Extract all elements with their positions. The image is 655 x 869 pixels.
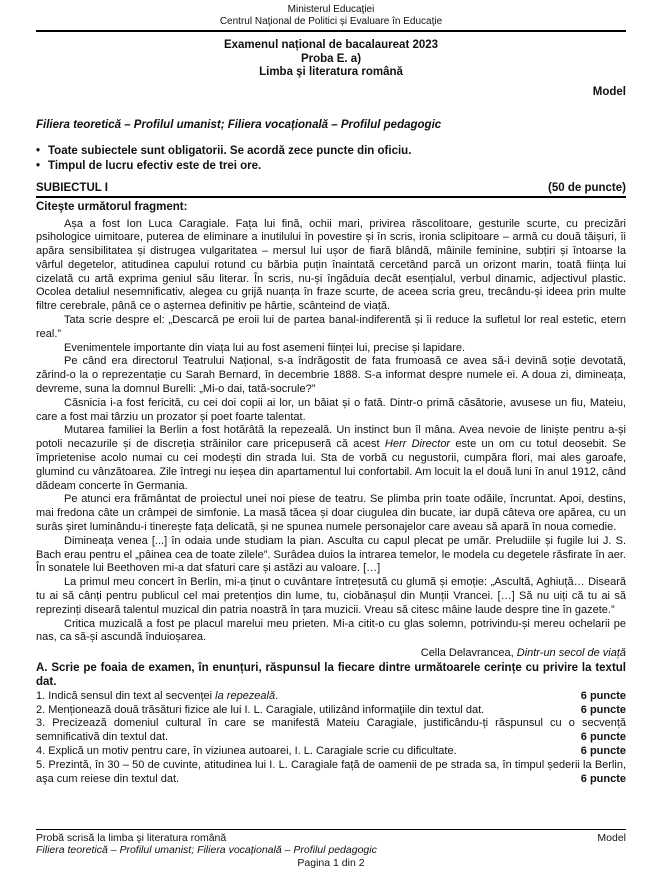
text-segment: Critica muzicală a fost pe placul marelui meu prieten. Mi-a citit-o cu glas solemn, potrivindu-și mereu ochelarii pe nas, ca să-și ascundă înduioșarea. bbox=[36, 617, 626, 644]
text-segment: Dimineața venea [...] în odaia unde studiam la pian. Asculta cu capul plecat pe umăr. Preludiile și fugile lui J. S. Bach erau pentru el „pâinea cea de toate zilele”. Surâdea duios la intrarea temelor, le modela cu degetele răsfirate în aer. În sonatele lui Beethoven mi-a dat sfaturi care și astăzi au valoare. […] bbox=[36, 534, 626, 575]
question-text bbox=[36, 717, 626, 743]
text-segment: Mutarea familiei la Berlin a fost hotărâtă la repezeală. Un instinct bun îl mâna. Avea nevoie de liniște pentru a-și potoli necazurile și de discreția străinilor care pricepuseră că acest bbox=[36, 424, 626, 451]
question-text bbox=[36, 745, 457, 757]
bullet-icon: • bbox=[36, 160, 41, 172]
text-segment: Cella Delavrancea, bbox=[420, 647, 517, 660]
text-segment: Căsnicia i-a fost fericită, cu cei doi copii ai lor, un băiat și o fată. Dintr-o primă căsătorie, avusese un fiu, Mateiu, care a fost mai târziu un prozator și poet foarte talentat. bbox=[36, 396, 626, 423]
title-block bbox=[36, 39, 626, 80]
bullet-icon: • bbox=[36, 144, 41, 157]
instruction-item bbox=[36, 144, 626, 160]
document-header bbox=[36, 4, 626, 32]
text-segment: este un om cu totul deosebit. Se împrietenise acolo numai cu cei modești din strada lui. Sta de vorbă cu negustorii, cumpăra flori, mai ales garoafe, glumind cu vânzătoarea. Zile întregi nu ieșea din apartamentul lui confortabil. Am locuit la el două luni în anul 1912, când dădeam concerte în Germania. bbox=[36, 438, 627, 492]
fragment-paragraph bbox=[36, 618, 626, 646]
text-segment: 1. Indică sensul din text al secvenței bbox=[36, 689, 216, 702]
instruction-text: Timpul de lucru efectiv este de trei ore. bbox=[48, 160, 262, 172]
center-name: Centrul Naţional de Politici și Evaluare în Educaţie bbox=[219, 16, 443, 27]
fragment-paragraph bbox=[36, 424, 626, 493]
question-row bbox=[36, 690, 626, 704]
italic-text-segment: la repezeală bbox=[215, 689, 276, 702]
footer-model: Model bbox=[597, 831, 626, 844]
fragment-paragraph bbox=[36, 535, 626, 576]
subiect1-header bbox=[36, 181, 626, 198]
footer-page-number: Pagina 1 din 2 bbox=[297, 856, 365, 869]
questions-list bbox=[36, 690, 626, 787]
footer-exam-name: Probă scrisă la limba şi literatura română bbox=[36, 831, 227, 844]
text-segment: 2. Menționează două trăsături fizice ale lui I. L. Caragiale, utilizând informaţiile din textul dat. bbox=[36, 703, 485, 716]
fragment-paragraph bbox=[36, 576, 626, 617]
instruction-text: Toate subiectele sunt obligatorii. Se acordă zece puncte din oficiu. bbox=[48, 144, 412, 157]
question-row bbox=[36, 704, 626, 718]
question-text bbox=[36, 690, 278, 702]
question-text bbox=[36, 759, 626, 785]
question-points: 6 puncte bbox=[580, 772, 626, 785]
text-segment: . bbox=[275, 689, 279, 702]
question-row bbox=[36, 717, 626, 745]
fragment-paragraph bbox=[36, 342, 626, 356]
question-text bbox=[36, 704, 484, 716]
question-row bbox=[36, 745, 626, 759]
text-segment: Așa a fost Ion Luca Caragiale. Fața lui fină, ochii mari, privirea răscolitoare, gesturile scurte, cu precizări psihologice uimitoare, puterea de eliminare a inutilului în povestire și în scris, ironia sclipitoare – armă cu două tăișuri, îi apăra sensibilitatea și distrugea vulgaritatea – mersul lui ușor de fiară blândă, mâinile feminine, subțiri și întoarse la vârful degetelor, atitudinea capului rotund cu bărbia puțin înaintată cercetând parcă un orizont marin, toată ființa lui cizelată cu artă exprima geniul său literar. În scris, nu-și îngăduia decât esențialul, verbul dinamic, adjectivul plastic. Ocolea detaliul nesemnificativ, alegea cu grijă nuanța în fraze scurte, de aceea scria greu, trecându-și ideea prin multe filtre cerebrale, până ce o așternea definitiv pe hârtie, scânteind de viață. bbox=[36, 217, 626, 313]
italic-text-segment: Dintr-un secol de viață bbox=[516, 647, 626, 660]
text-segment: Tata scrie despre el: „Descarcă pe eroii lui de partea banal-indiferentă și îi reduce la sufletul lor real estetic, etern real.” bbox=[36, 314, 626, 340]
fragment-paragraph bbox=[36, 355, 626, 396]
exam-title: Examenul național de bacalaureat 2023 bbox=[223, 39, 439, 51]
fragment-paragraph bbox=[36, 397, 626, 425]
general-instructions bbox=[36, 144, 626, 175]
text-segment: Pe atunci era frământat de proiectul unei noi piese de teatru. Se plimba prin toate odăile, încruntat. Apoi, destins, mai fredona câte un crâmpei de simfonie. La masă tăcea și doar ciugulea din bucate, iar după câteva ore apărea, cu un surâs șiret luminându-i tinerește fața delicată, și ne spunea numele personajelor care aveau să apară în noua comedie. bbox=[36, 493, 626, 534]
fragment-paragraph bbox=[36, 314, 626, 342]
question-points: 6 puncte bbox=[580, 689, 626, 702]
question-points: 6 puncte bbox=[580, 703, 626, 716]
footer-filiera: Filiera teoretică – Profilul umanist; Filiera vocațională – Profilul pedagogic bbox=[36, 844, 377, 856]
section-a-intro: A. Scrie pe foaia de examen, în enunțuri, răspunsul la fiecare dintre următoarele cerințe cu privire la textul dat. bbox=[36, 662, 626, 688]
fragment-text bbox=[36, 218, 626, 646]
subiect1-label: SUBIECTUL I bbox=[36, 181, 108, 194]
text-segment: La primul meu concert în Berlin, mi-a ținut o cuvântare întrețesută cu glumă și emoție: „Ascultă, Aghiuță… Diseară tu ai să cânți pentru publicul cel mai pretențios din lume, tu, ciobănașul din Munții Vrancei. […] Să nu uiți că tu ai să reprezinți diseară talentul muzical din patria noastră în țara muzicii. Vreau să citesc mâine laude despre tine în gazete.” bbox=[36, 576, 626, 616]
question-points: 6 puncte bbox=[580, 744, 626, 757]
text-segment: 4. Explică un motiv pentru care, în viziunea autoarei, I. L. Caragiale scrie cu dificultate. bbox=[36, 744, 457, 757]
filiera-line: Filiera teoretică – Profilul umanist; Filiera vocațională – Profilul pedagogic bbox=[36, 118, 442, 131]
fragment-attribution bbox=[36, 646, 626, 660]
fragment-paragraph bbox=[36, 218, 626, 315]
fragment-instruction: Citeşte următorul fragment: bbox=[36, 200, 188, 213]
exam-subject: Limba şi literatura română bbox=[259, 66, 403, 78]
instruction-item bbox=[36, 159, 626, 175]
fragment-paragraph bbox=[36, 493, 626, 534]
footer-row bbox=[36, 832, 626, 845]
text-segment: 5. Prezintă, în 30 – 50 de cuvinte, atitudinea lui I. L. Caragiale față de oamenii de pe strada sa, în timpul șederii la Berlin, aşa cum reiese din textul dat. bbox=[36, 758, 626, 785]
model-label: Model bbox=[592, 85, 626, 98]
text-segment: Pe când era directorul Teatrului Național, s-a îndrăgostit de fata frumoasă ce avea să-i devină soție devotată, zărind-o la o reprezentație cu Sarah Bernard, în decembrie 1888. S-a informat despre numele ei. A doua zi, dimineața, devreme, suna la domnul Burelli: „Mi-o dai, tată-socrule?” bbox=[36, 355, 626, 396]
text-segment: Evenimentele importante din viața lui au fost asemeni ființei lui, precise și lapidare. bbox=[64, 341, 466, 354]
italic-text-segment: Herr Director bbox=[384, 438, 451, 451]
subiect1-points: (50 de puncte) bbox=[548, 181, 626, 194]
question-points: 6 puncte bbox=[580, 731, 626, 744]
text-segment: 3. Precizează domeniul cultural în care se manifestă Mateiu Caragiale, justificându-ți răspunsul cu o secvență semnificativă din textul dat. bbox=[36, 717, 626, 744]
exam-proba: Proba E. a) bbox=[300, 52, 362, 65]
ministry-name: Ministerul Educaţiei bbox=[287, 4, 375, 15]
page-footer bbox=[36, 829, 626, 869]
question-row bbox=[36, 759, 626, 787]
